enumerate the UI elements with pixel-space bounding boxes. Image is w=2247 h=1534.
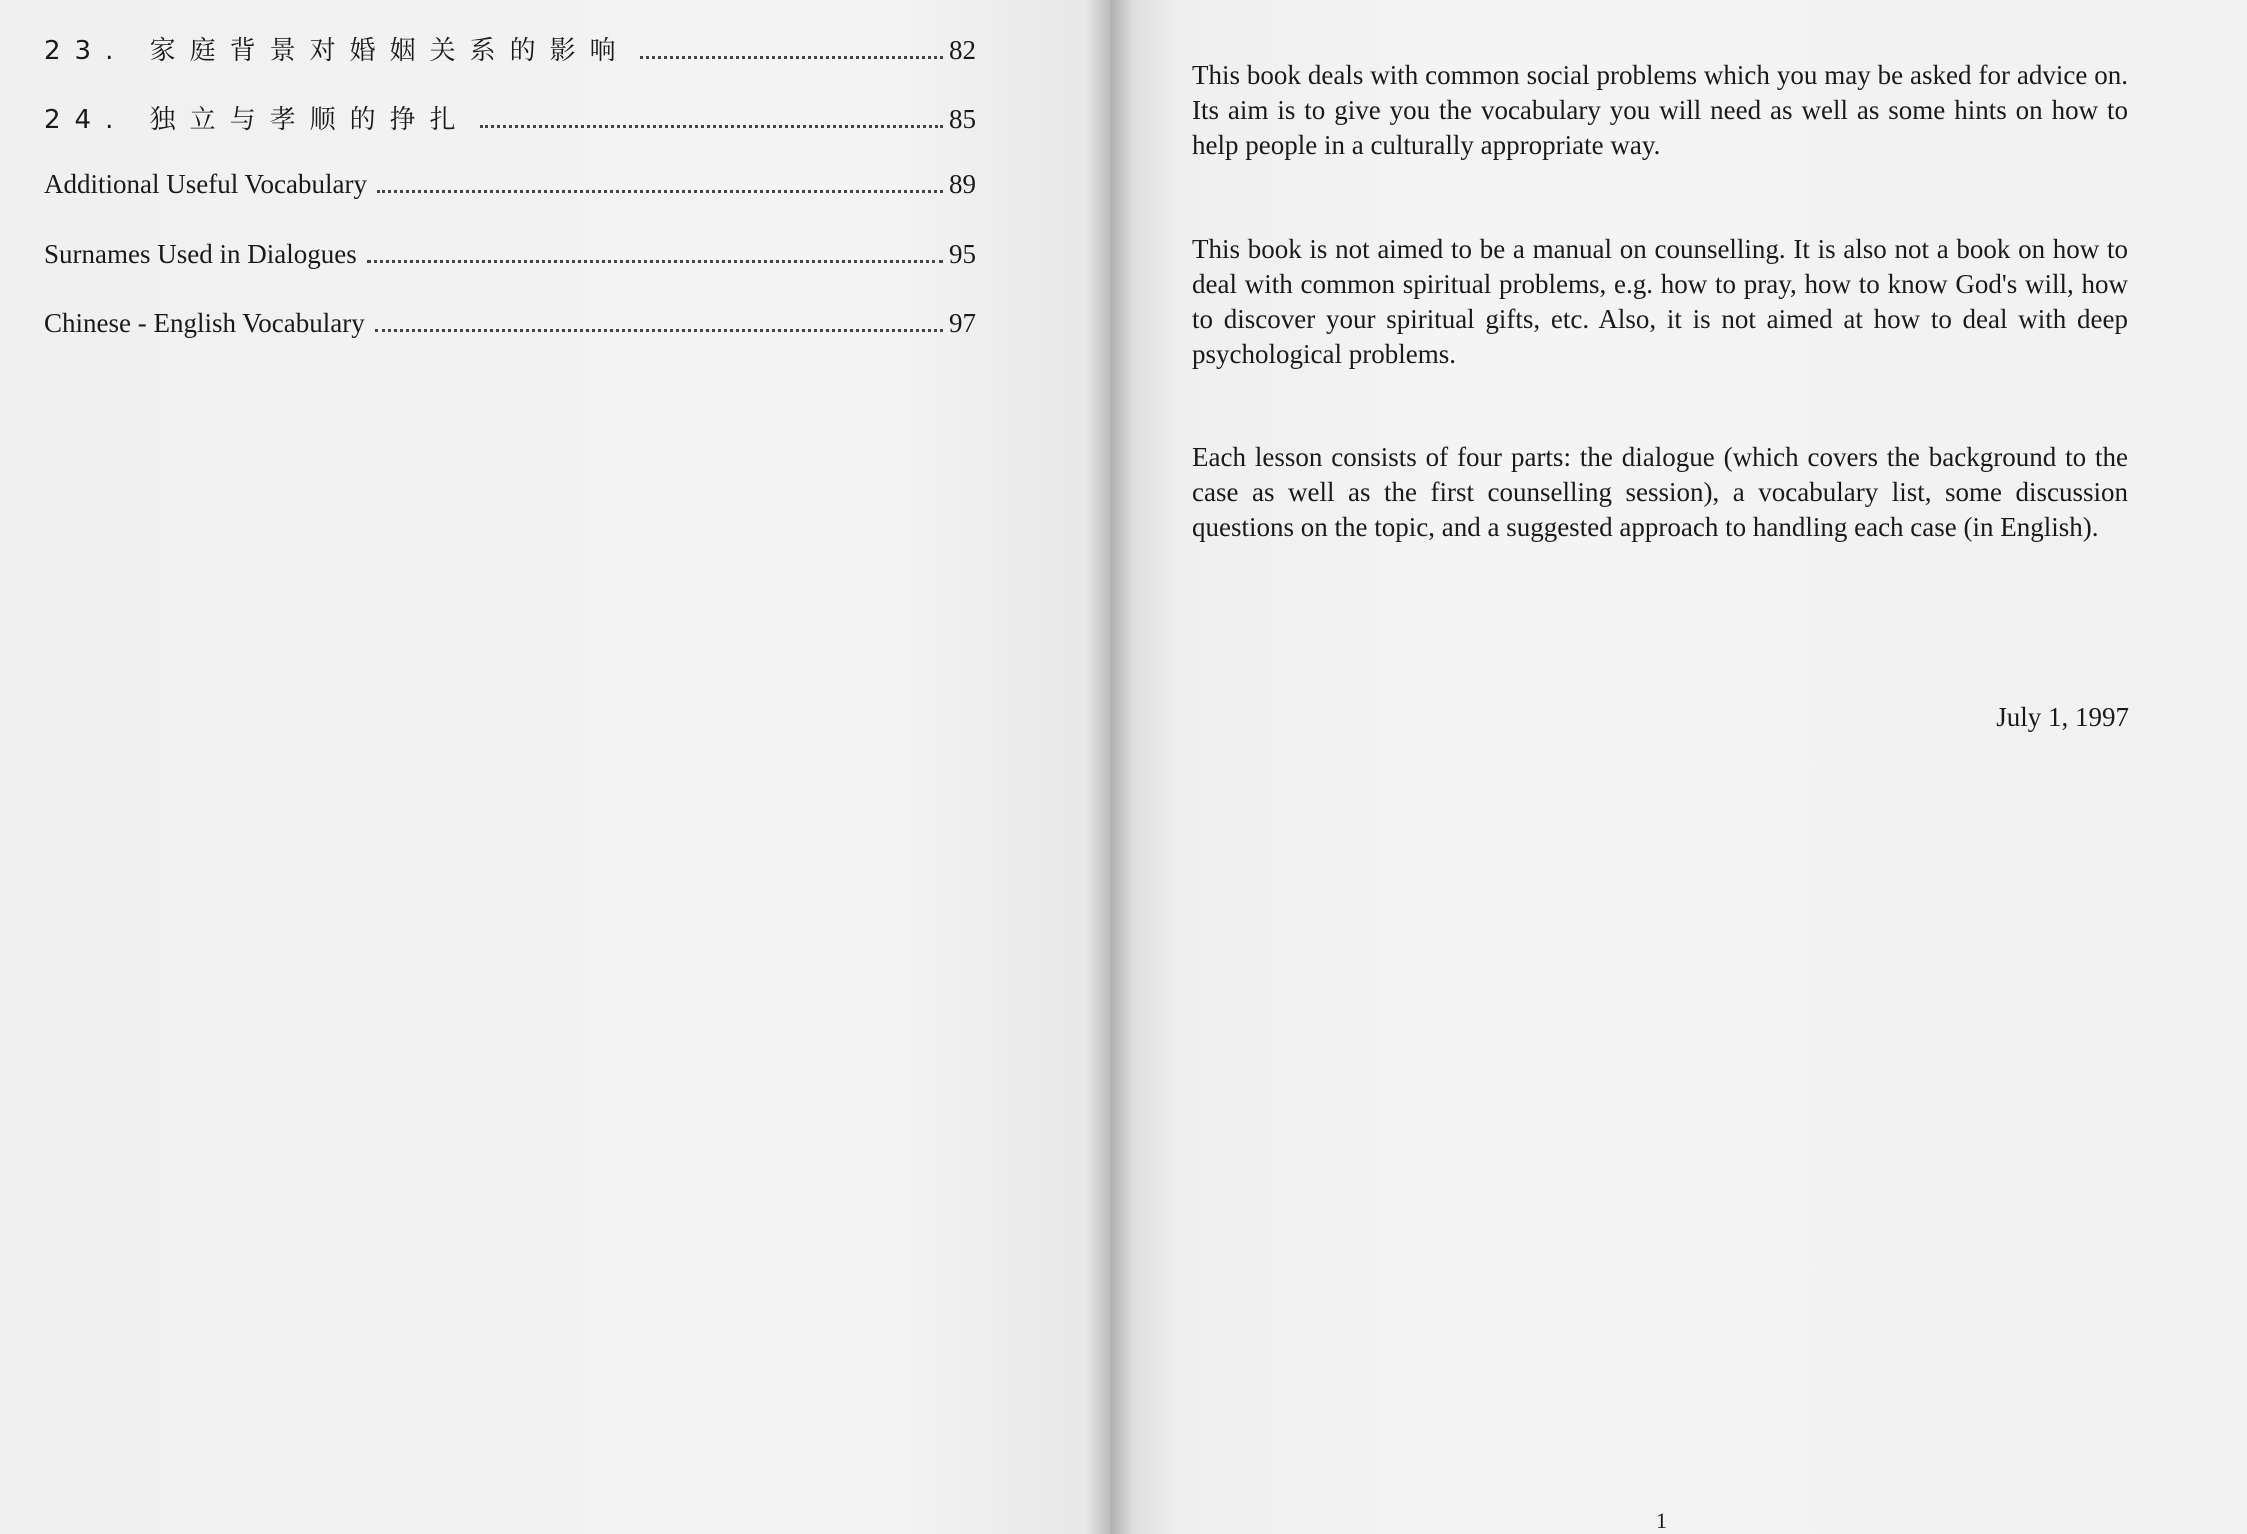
toc-entry-page: 97 (949, 308, 976, 338)
toc-leader-dots (640, 55, 943, 59)
book-gutter (1086, 0, 1134, 1534)
toc-entry-label: 23. 家庭背景对婚姻关系的影响 (44, 36, 630, 66)
toc-entry-additional-vocabulary (44, 169, 976, 200)
toc-entry-page: 95 (949, 239, 976, 269)
left-page-contents (0, 0, 1110, 1534)
preface-date: July 1, 1997 (1996, 702, 2129, 732)
preface-paragraph-1: This book deals with common social problems which you may be asked for advice on. Its aim is to give you the vocabulary you will need as well as some hints on how to help people in a culturally appropriate way. (1192, 60, 2128, 160)
toc-leader-dots (367, 259, 943, 263)
toc-entry-page: 85 (949, 104, 976, 134)
toc-entry-23 (44, 30, 976, 67)
toc-entry-label: Surnames Used in Dialogues (44, 239, 357, 269)
toc-entry-page: 82 (949, 35, 976, 65)
preface-paragraph-2: This book is not aimed to be a manual on counselling. It is also not a book on how to deal with common spiritual problems, e.g. how to pray, how to know God's will, how to discover your spiritual gifts, etc. Also, it is not aimed at how to deal with deep psychological problems. (1192, 234, 2128, 369)
toc-entry-label: Chinese - English Vocabulary (44, 308, 365, 338)
toc-entry-chinese-english-vocabulary (44, 308, 976, 339)
toc-leader-dots (377, 189, 943, 193)
toc-entry-24 (44, 99, 976, 136)
toc-leader-dots (375, 328, 943, 332)
toc-entry-page: 89 (949, 169, 976, 199)
toc-entry-label: Additional Useful Vocabulary (44, 169, 367, 199)
toc-entry-label: 24. 独立与孝顺的挣扎 (44, 105, 470, 135)
toc-leader-dots (480, 124, 943, 128)
preface-paragraph-3: Each lesson consists of four parts: the dialogue (which covers the background to the case as well as the first counselling session), a vocabulary list, some discussion questions on the topic, and a suggested approach to handling each case (in English). (1192, 442, 2128, 542)
right-page-preface (1110, 0, 2247, 1534)
page-number: 1 (1656, 1508, 1667, 1533)
toc-entry-surnames (44, 239, 976, 270)
